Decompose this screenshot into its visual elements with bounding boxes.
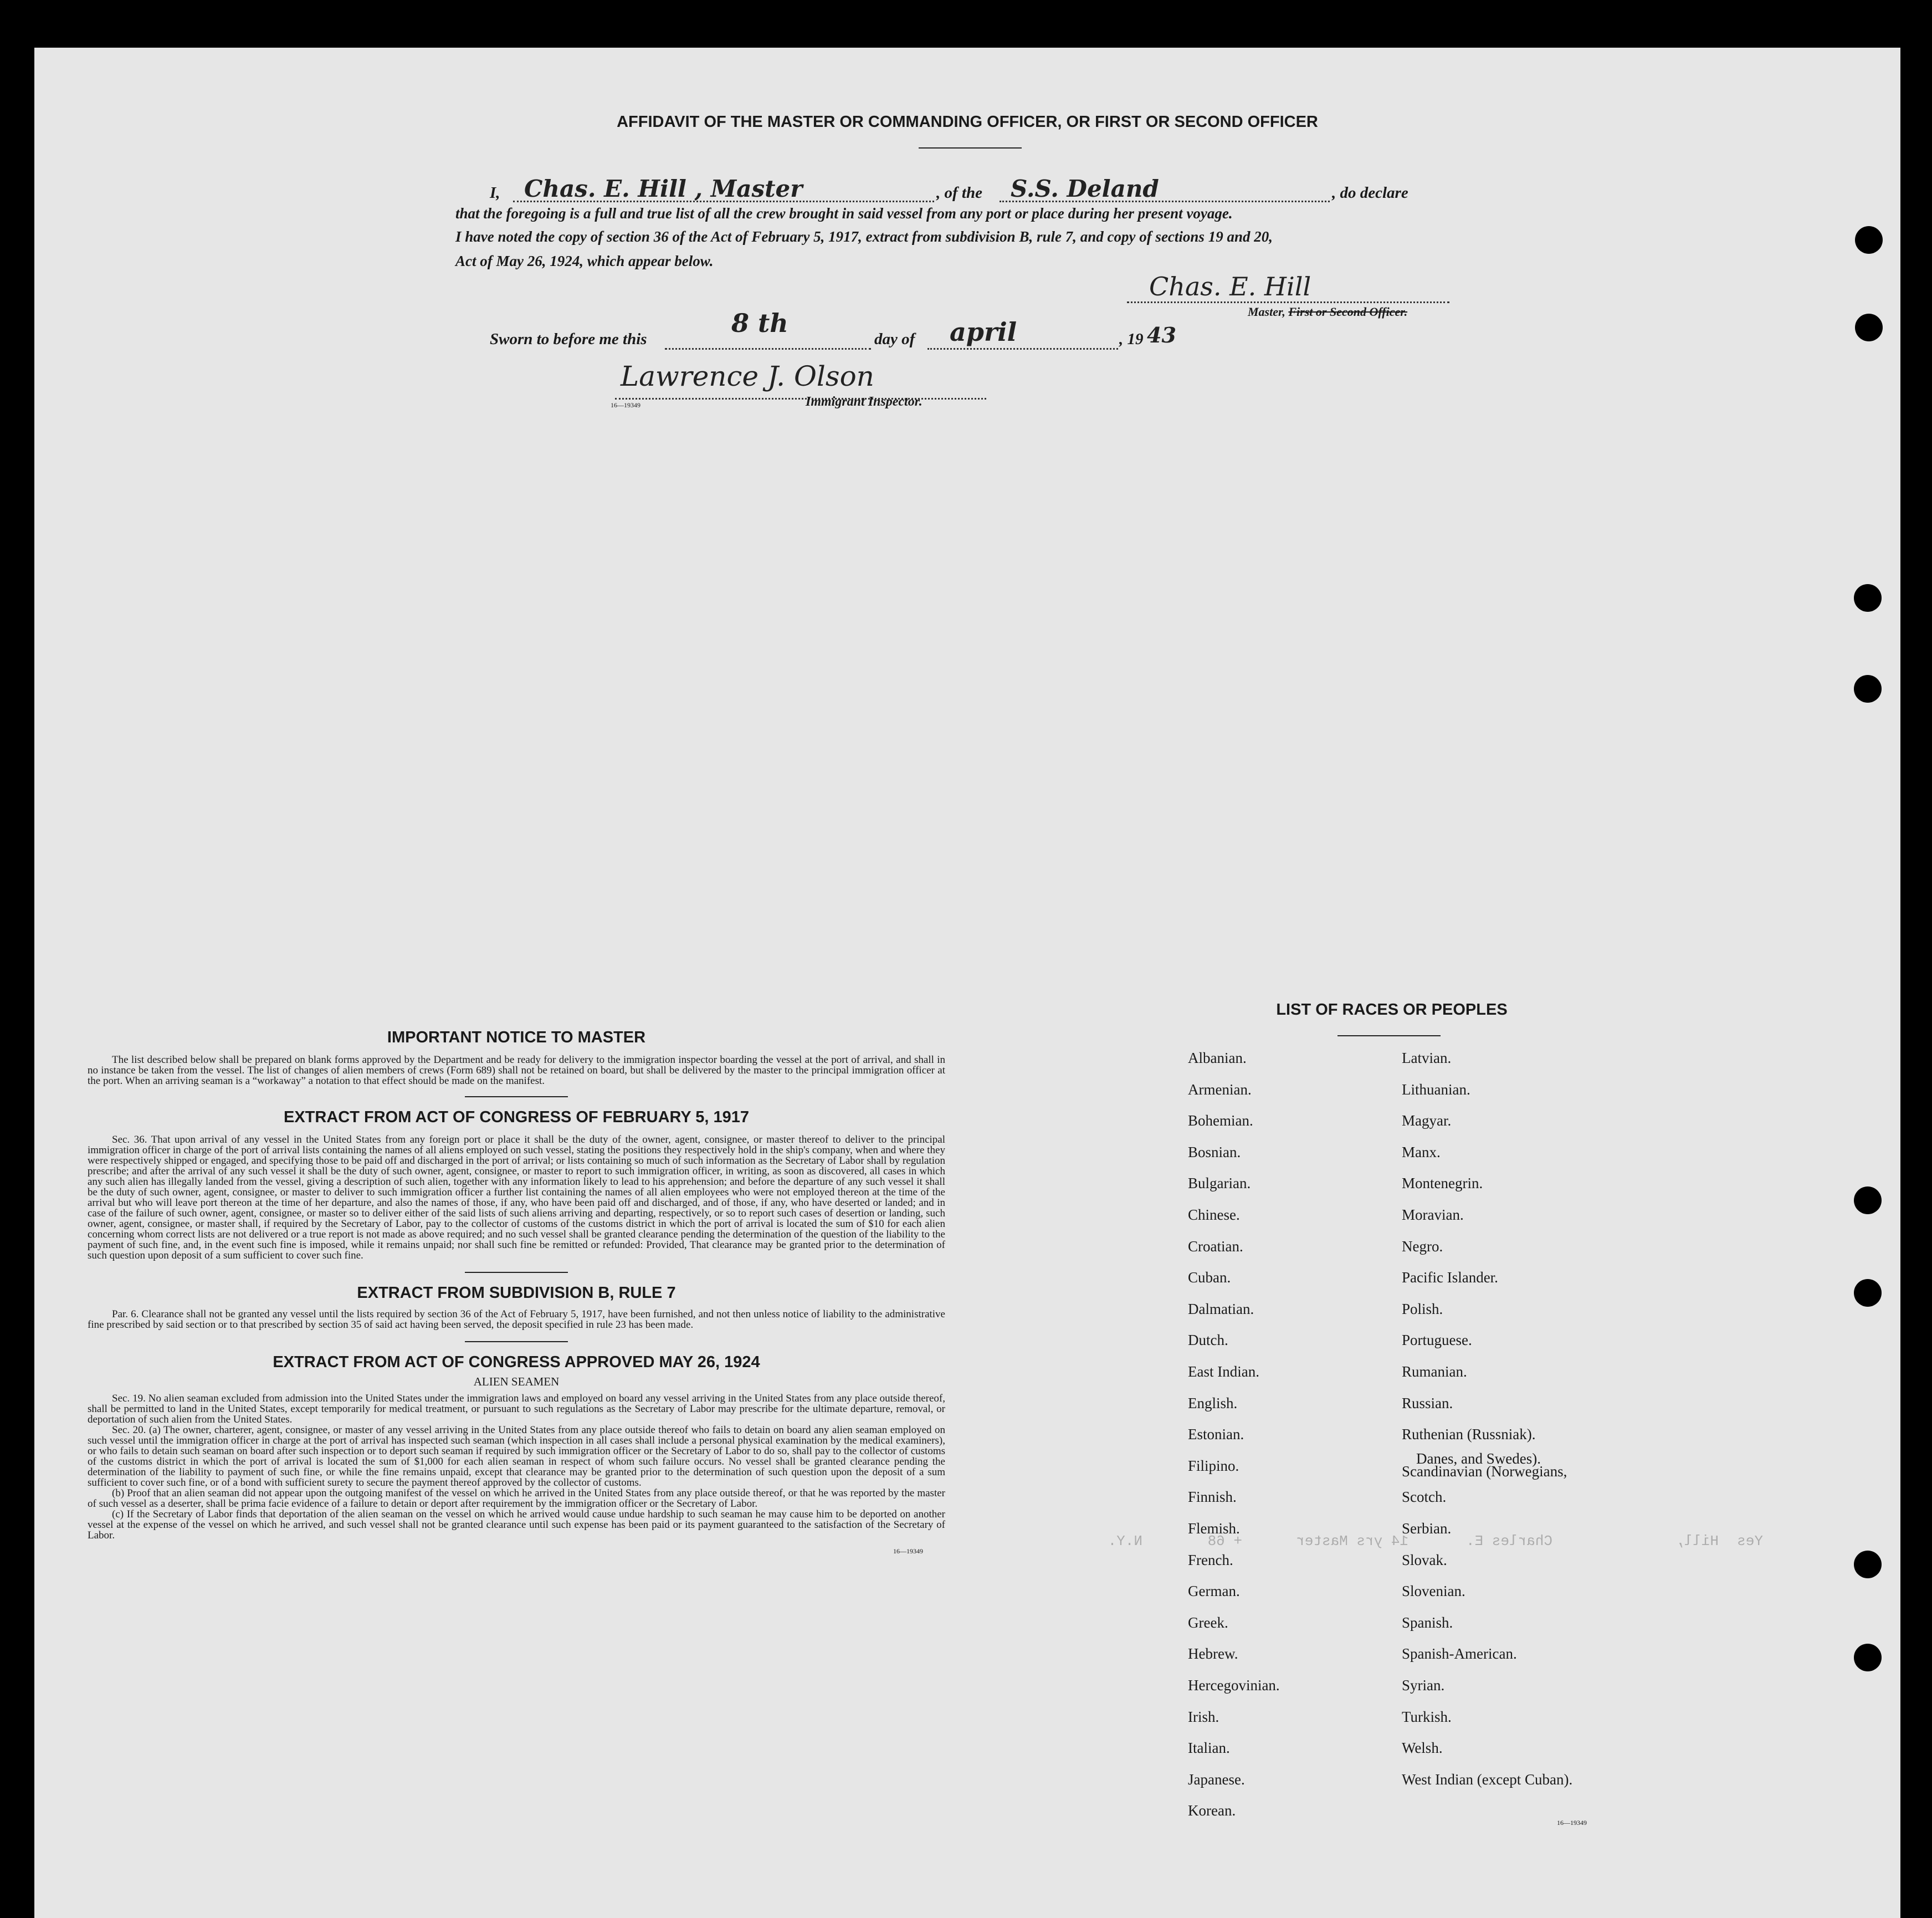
vessel-field [1000,175,1330,202]
race-item: Polish. [1402,1300,1443,1317]
race-item: Welsh. [1402,1740,1443,1757]
race-item: English. [1188,1394,1238,1411]
punch-hole [1854,1644,1882,1671]
races-rule [1337,1035,1441,1036]
race-item: Syrian. [1402,1677,1445,1694]
race-item: Slovenian. [1402,1583,1465,1600]
extract-1924-title: EXTRACT FROM ACT OF CONGRESS APPROVED MAY 26, 1924 [273,1353,760,1371]
sworn-month-value: april [950,317,1017,347]
punch-hole [1854,584,1882,612]
race-item: Turkish. [1402,1708,1452,1725]
race-item: Montenegrin. [1402,1175,1483,1192]
i-prefix: I, [490,184,500,202]
sec-19: Sec. 19. No alien seaman excluded from admission into the United States under the immigration laws and employed on board any vessel arriving in the United States from any place outside thereof, shall be permitted to land in the United States, except temporarily for medical treatment, or pursuant to such regulations as the Secretary of Labor may prescribe for the ultimate departure, removal, or deportation of such alien from the United States. [88,1393,945,1425]
punch-hole [1854,1279,1882,1307]
sworn-day-field [665,308,871,350]
legal-column [88,1029,945,1556]
race-item: Serbian. [1402,1520,1452,1537]
race-item: Armenian. [1188,1081,1252,1098]
race-item: Dalmatian. [1188,1300,1254,1317]
sec-20b: (b) Proof that an alien seaman did not appear upon the outgoing manifest of the vessel on which he arrived in the United States from any place outside thereof, or that he was reported by the master of such vessel as a deserter, shall be prima facie evidence of a failure to detain or deport after requirement by the immigration officer or the Secretary of Labor. [88,1487,945,1510]
do-declare-label: , do declare [1332,184,1408,202]
race-item: German. [1188,1583,1240,1600]
bleed-through-text: Yes Hill, Charles E. 14 yrs Master + 68 N.Y. [1108,1533,1763,1549]
race-item: Ruthenian (Russniak). [1402,1426,1536,1443]
punch-hole [1854,1186,1882,1214]
sec-20a: Sec. 20. (a) The owner, charterer, agent, consignee, or master of any vessel arriving in the United States from any place outside thereof who fails to detain on board any alien seaman employed on such vessel until the immigration officer in charge at the port of arrival has inspected such seaman (which inspection in all cases shall include a personal physical examination by the medical examiners), or who fails to detain such seaman on board after such inspection or to deport such seaman if required by such immigration officer or the Secretary of Labor to do so, shall pay to the collector of customs of the customs district in which the port of arrival is located the sum of $1,000 for each alien seaman in respect of whom such failure occurs. No vessel shall be granted clearance pending the determination of the liability to payment of such fine, or while the fine remains unpaid, except that clearance may be granted prior to the determination of such question upon the deposit of a sum sufficient to cover such fine, or of a bond with sufficient surety to secure the payment thereof approved by the collector of customs. [88,1424,945,1489]
notice-body: The list described below shall be prepared on blank forms approved by the Department and be ready for delivery to the immigration inspector boarding the vessel at the port of arrival, and shall in no instance be taken from the vessel. The list of changes of alien members of crews (Form 689) shall not be retained on board, but shall be delivered by the master to the principal immigration officer at the port. When an arriving seaman is a “workaway” a notation to that effect should be made on the manifest. [88,1054,945,1087]
race-item: Manx. [1402,1143,1441,1160]
punch-hole [1854,1551,1882,1578]
race-item: Slovak. [1402,1551,1447,1568]
rule-7-body: Par. 6. Clearance shall not be granted any vessel until the lists required by section 36 of the Act of February 5, 1917, have been furnished, and not then unless notice of liability to the administrative fine prescribed by said section or to that prescribed by section 35 of said act having been served, the deposit specified in rule 23 has been made. [88,1308,945,1331]
race-item: Flemish. [1188,1520,1240,1537]
sig-title-struck: First or Second Officer. [1288,305,1408,319]
race-item: Scandinavian (Norwegians, [1402,1462,1567,1480]
race-item: Finnish. [1188,1489,1237,1506]
race-item: Korean. [1188,1802,1236,1819]
year-suffix: 43 [1147,323,1176,347]
alien-seamen-subtitle: ALIEN SEAMEN [473,1375,560,1388]
master-signature: Chas. E. Hill [1149,272,1311,301]
sworn-month-field [927,317,1118,350]
race-item: Latvian. [1402,1050,1452,1066]
extract-1917-title: EXTRACT FROM ACT OF CONGRESS OF FEBRUARY 5, 1917 [283,1108,750,1126]
affidavit-line-2: that the foregoing is a full and true list of all the crew brought in said vessel from any port or place during her present voyage. [455,205,1233,222]
signature-title [1248,305,1407,319]
race-item: Hebrew. [1188,1645,1238,1663]
sworn-day-value: 8 th [731,308,788,338]
race-item: Pacific Islander. [1402,1269,1498,1286]
inspector-signature: Lawrence J. Olson [621,360,874,392]
master-signature-line [1127,274,1449,303]
sworn-label: Sworn to before me this [490,330,647,348]
affidavit-line-3: I have noted the copy of section 36 of the Act of February 5, 1917, extract from subdivision B, rule 7, and copy of sections 19 and 20, [455,228,1273,245]
sig-title-master: Master, [1248,305,1285,319]
race-item: Italian. [1188,1740,1230,1757]
punch-hole [1854,675,1882,703]
race-item: East Indian. [1188,1363,1259,1380]
inspector-title: Immigrant Inspector. [806,395,923,409]
master-name-field [513,175,934,202]
document-page [34,48,1900,1918]
race-item: Bohemian. [1188,1112,1253,1129]
year-prefix: , 19 [1119,330,1144,348]
race-item: Greek. [1188,1614,1228,1631]
punch-hole [1855,226,1883,254]
inspector-signature-line [615,360,986,400]
race-item: Lithuanian. [1402,1081,1470,1098]
master-name-value: Chas. E. Hill , Master [524,175,803,202]
races-form-no: 16—19349 [1557,1819,1587,1827]
race-item: Spanish. [1402,1614,1453,1631]
race-item: Bulgarian. [1188,1175,1251,1192]
affidavit-line-1 [490,175,1587,206]
punch-hole [1855,314,1883,341]
day-of-label: day of [874,330,915,348]
race-item: Magyar. [1402,1112,1452,1129]
race-item: Irish. [1188,1708,1219,1725]
race-item: Negro. [1402,1237,1443,1255]
race-item: Rumanian. [1402,1363,1467,1380]
race-item: Croatian. [1188,1237,1243,1255]
race-item: Cuban. [1188,1269,1231,1286]
affidavit-form-no: 16—19349 [611,401,640,409]
race-item: Estonian. [1188,1426,1244,1443]
race-item: Hercegovinian. [1188,1677,1280,1694]
title-rule [919,147,1022,149]
race-item: Albanian. [1188,1050,1247,1066]
race-item: Danes, and Swedes). [1416,1450,1541,1467]
race-item: Russian. [1402,1394,1453,1411]
race-item: West Indian (except Cuban). [1402,1771,1573,1788]
race-item: Filipino. [1188,1457,1239,1474]
race-item: Dutch. [1188,1332,1228,1349]
extract-1917-body: Sec. 36. That upon arrival of any vessel in the United States from any foreign port or place it shall be the duty of the owner, agent, consignee, or master thereof to deliver to the principal immigration officer in charge of the port of arrival lists containing the names of all aliens employed on such vessel, stating the positions they respectively hold in the ship's company, when and where they were respectively shipped or engaged, and specifying those to be paid off and discharged in the port of arrival; or lists containing so much of such information as the Secretary of Labor shall by regulation prescribe; and after the arrival of any such vessel it shall be the duty of such owner, agent, consignee, or master to report to such immigration officer, in writing, as soon as discovered, all cases in which any such alien has illegally landed from the vessel, giving a description of such alien, together with any information likely to lead to his apprehension; and before the departure of any such vessel it shall be the duty of such owner, agent, consignee, or master to deliver to such immigration officer a further list containing the names of all alien employees who were not employed thereon at the time of the arrival but who will leave port thereon at the time of her departure, and also the names of those, if any, who have been paid off and discharged, and of those, if any, who have deserted or landed; and in case of the failure of such owner, agent, consignee, or master so to deliver either of the said lists of such aliens arriving and departing, respectively, or so to report such cases of desertion or landing, such owner, agent, consignee, or master shall, if required by the Secretary of Labor, pay to the collector of customs of the customs district in which the port of arrival is located the sum of $10 for each alien concerning whom correct lists are not delivered or a true report is not made as above required; and no such vessel shall be granted clearance pending the determination of the question of the liability to the payment of such fine, and, in the event such fine is imposed, while it remains unpaid; nor shall such fine be remitted or refunded: Provided, That clearance may be granted prior to the determination of such question upon deposit of a sum sufficient to cover such fine. [88,1134,945,1261]
race-item: Spanish-American. [1402,1645,1517,1663]
race-item: Chinese. [1188,1206,1240,1223]
vessel-value: S.S. Deland [1011,175,1159,202]
race-item: Bosnian. [1188,1143,1241,1160]
sec-20c: (c) If the Secretary of Labor finds that deportation of the alien seaman on the vessel on which he arrived would cause undue hardship to such seaman he may cause him to be deported on another vessel at the expense of the vessel on which he arrived, and such vessel shall not be granted clearance until such expense has been paid or its payment guaranteed to the satisfaction of the Secretary of Labor. [88,1508,945,1541]
races-title: LIST OF RACES OR PEOPLES [1276,1001,1508,1019]
notice-title: IMPORTANT NOTICE TO MASTER [387,1029,646,1046]
affidavit-title: AFFIDAVIT OF THE MASTER OR COMMANDING OFFICER, OR FIRST OR SECOND OFFICER [617,113,1318,131]
race-item: French. [1188,1551,1233,1568]
race-item: Scotch. [1402,1489,1447,1506]
affidavit-line-4: Act of May 26, 1924, which appear below. [455,253,714,269]
race-item: Portuguese. [1402,1332,1472,1349]
legal-form-no: 16—19349 [893,1547,923,1555]
of-the-label: , of the [936,184,982,202]
race-item: Moravian. [1402,1206,1464,1223]
race-item: Japanese. [1188,1771,1245,1788]
rule-7-title: EXTRACT FROM SUBDIVISION B, RULE 7 [357,1284,676,1302]
